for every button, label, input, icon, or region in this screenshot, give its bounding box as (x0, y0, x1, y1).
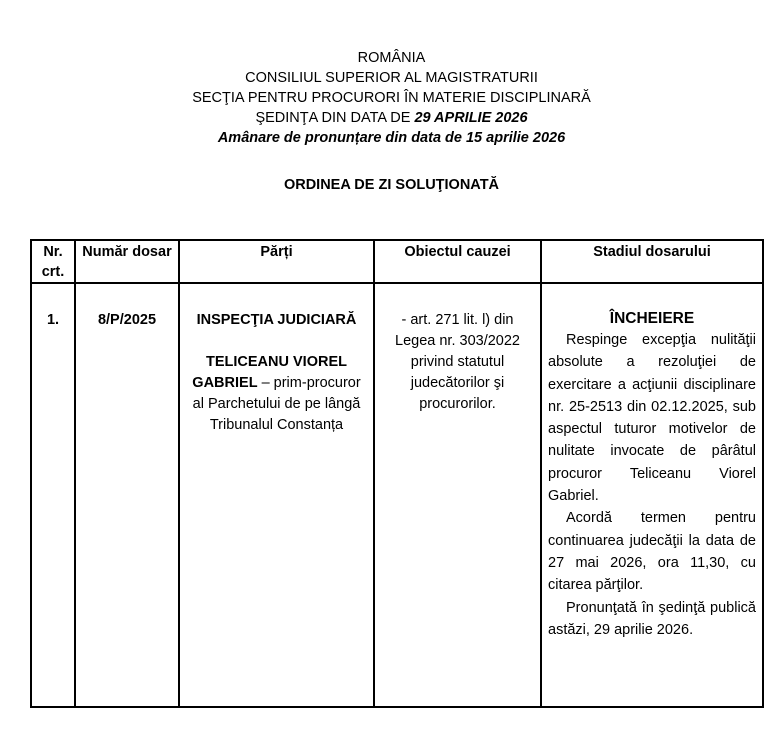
agenda-title: ORDINEA DE ZI SOLUŢIONATĂ (283, 177, 500, 193)
table-row (31, 283, 763, 707)
cell-parti (179, 283, 374, 707)
agenda-table (30, 239, 764, 708)
session-date: 29 APRILIE 2026 (414, 110, 528, 126)
ruling-paragraph: Acordă termen pentru continuarea judecăţii la data de 27 mai 2026, ora 11,30, cu citarea părţilor. (548, 510, 756, 594)
column-header-parti: Părți (179, 240, 374, 283)
column-header-stadiu: Stadiul dosarului (541, 240, 763, 283)
column-header-dosar: Număr dosar (75, 240, 179, 283)
document-header (0, 48, 783, 148)
defendant-name: TELICEANU VIOREL GABRIEL (192, 354, 347, 391)
defendant-role: – prim-procuror al Parchetului de pe lângă Tribunalul Constanța (192, 375, 361, 433)
header-country: ROMÂNIA (357, 50, 426, 66)
plaintiff: INSPECŢIA JUDICIARĂ (196, 312, 357, 328)
table-header-row (31, 240, 763, 283)
ruling-paragraph: Pronunţată în şedinţă publică astăzi, 29 aprilie 2026. (548, 599, 756, 638)
header-session (0, 108, 783, 128)
header-section: SECŢIA PENTRU PROCURORI ÎN MATERIE DISCIPLINARĂ (192, 90, 591, 106)
defendant (186, 352, 367, 436)
header-institution: CONSILIUL SUPERIOR AL MAGISTRATURII (245, 70, 538, 86)
session-prefix: ŞEDINŢA DIN DATA DE (255, 110, 415, 126)
column-header-nr: Nr. crt. (31, 240, 75, 283)
cell-stadiu (541, 283, 763, 707)
cell-dosar: 8/P/2025 (75, 283, 179, 707)
ruling-heading: ÎNCHEIERE (609, 310, 695, 327)
header-postponement: Amânare de pronunțare din data de 15 aprilie 2026 (217, 130, 566, 146)
column-header-obiect: Obiectul cauzei (374, 240, 541, 283)
ruling-paragraph: Respinge excepţia nulităţii absolute a rezoluţiei de exercitare a acţiunii disciplinare nr. 25-2513 din 02.12.2025, sub aspectul tuturor motivelor de nulitate invocate de pârâtul procuror Teliceanu Viorel Gabriel. (548, 332, 756, 505)
cell-obiect: - art. 271 lit. l) din Legea nr. 303/2022 privind statutul judecătorilor şi procurorilor. (374, 283, 541, 707)
cell-nr: 1. (31, 283, 75, 707)
